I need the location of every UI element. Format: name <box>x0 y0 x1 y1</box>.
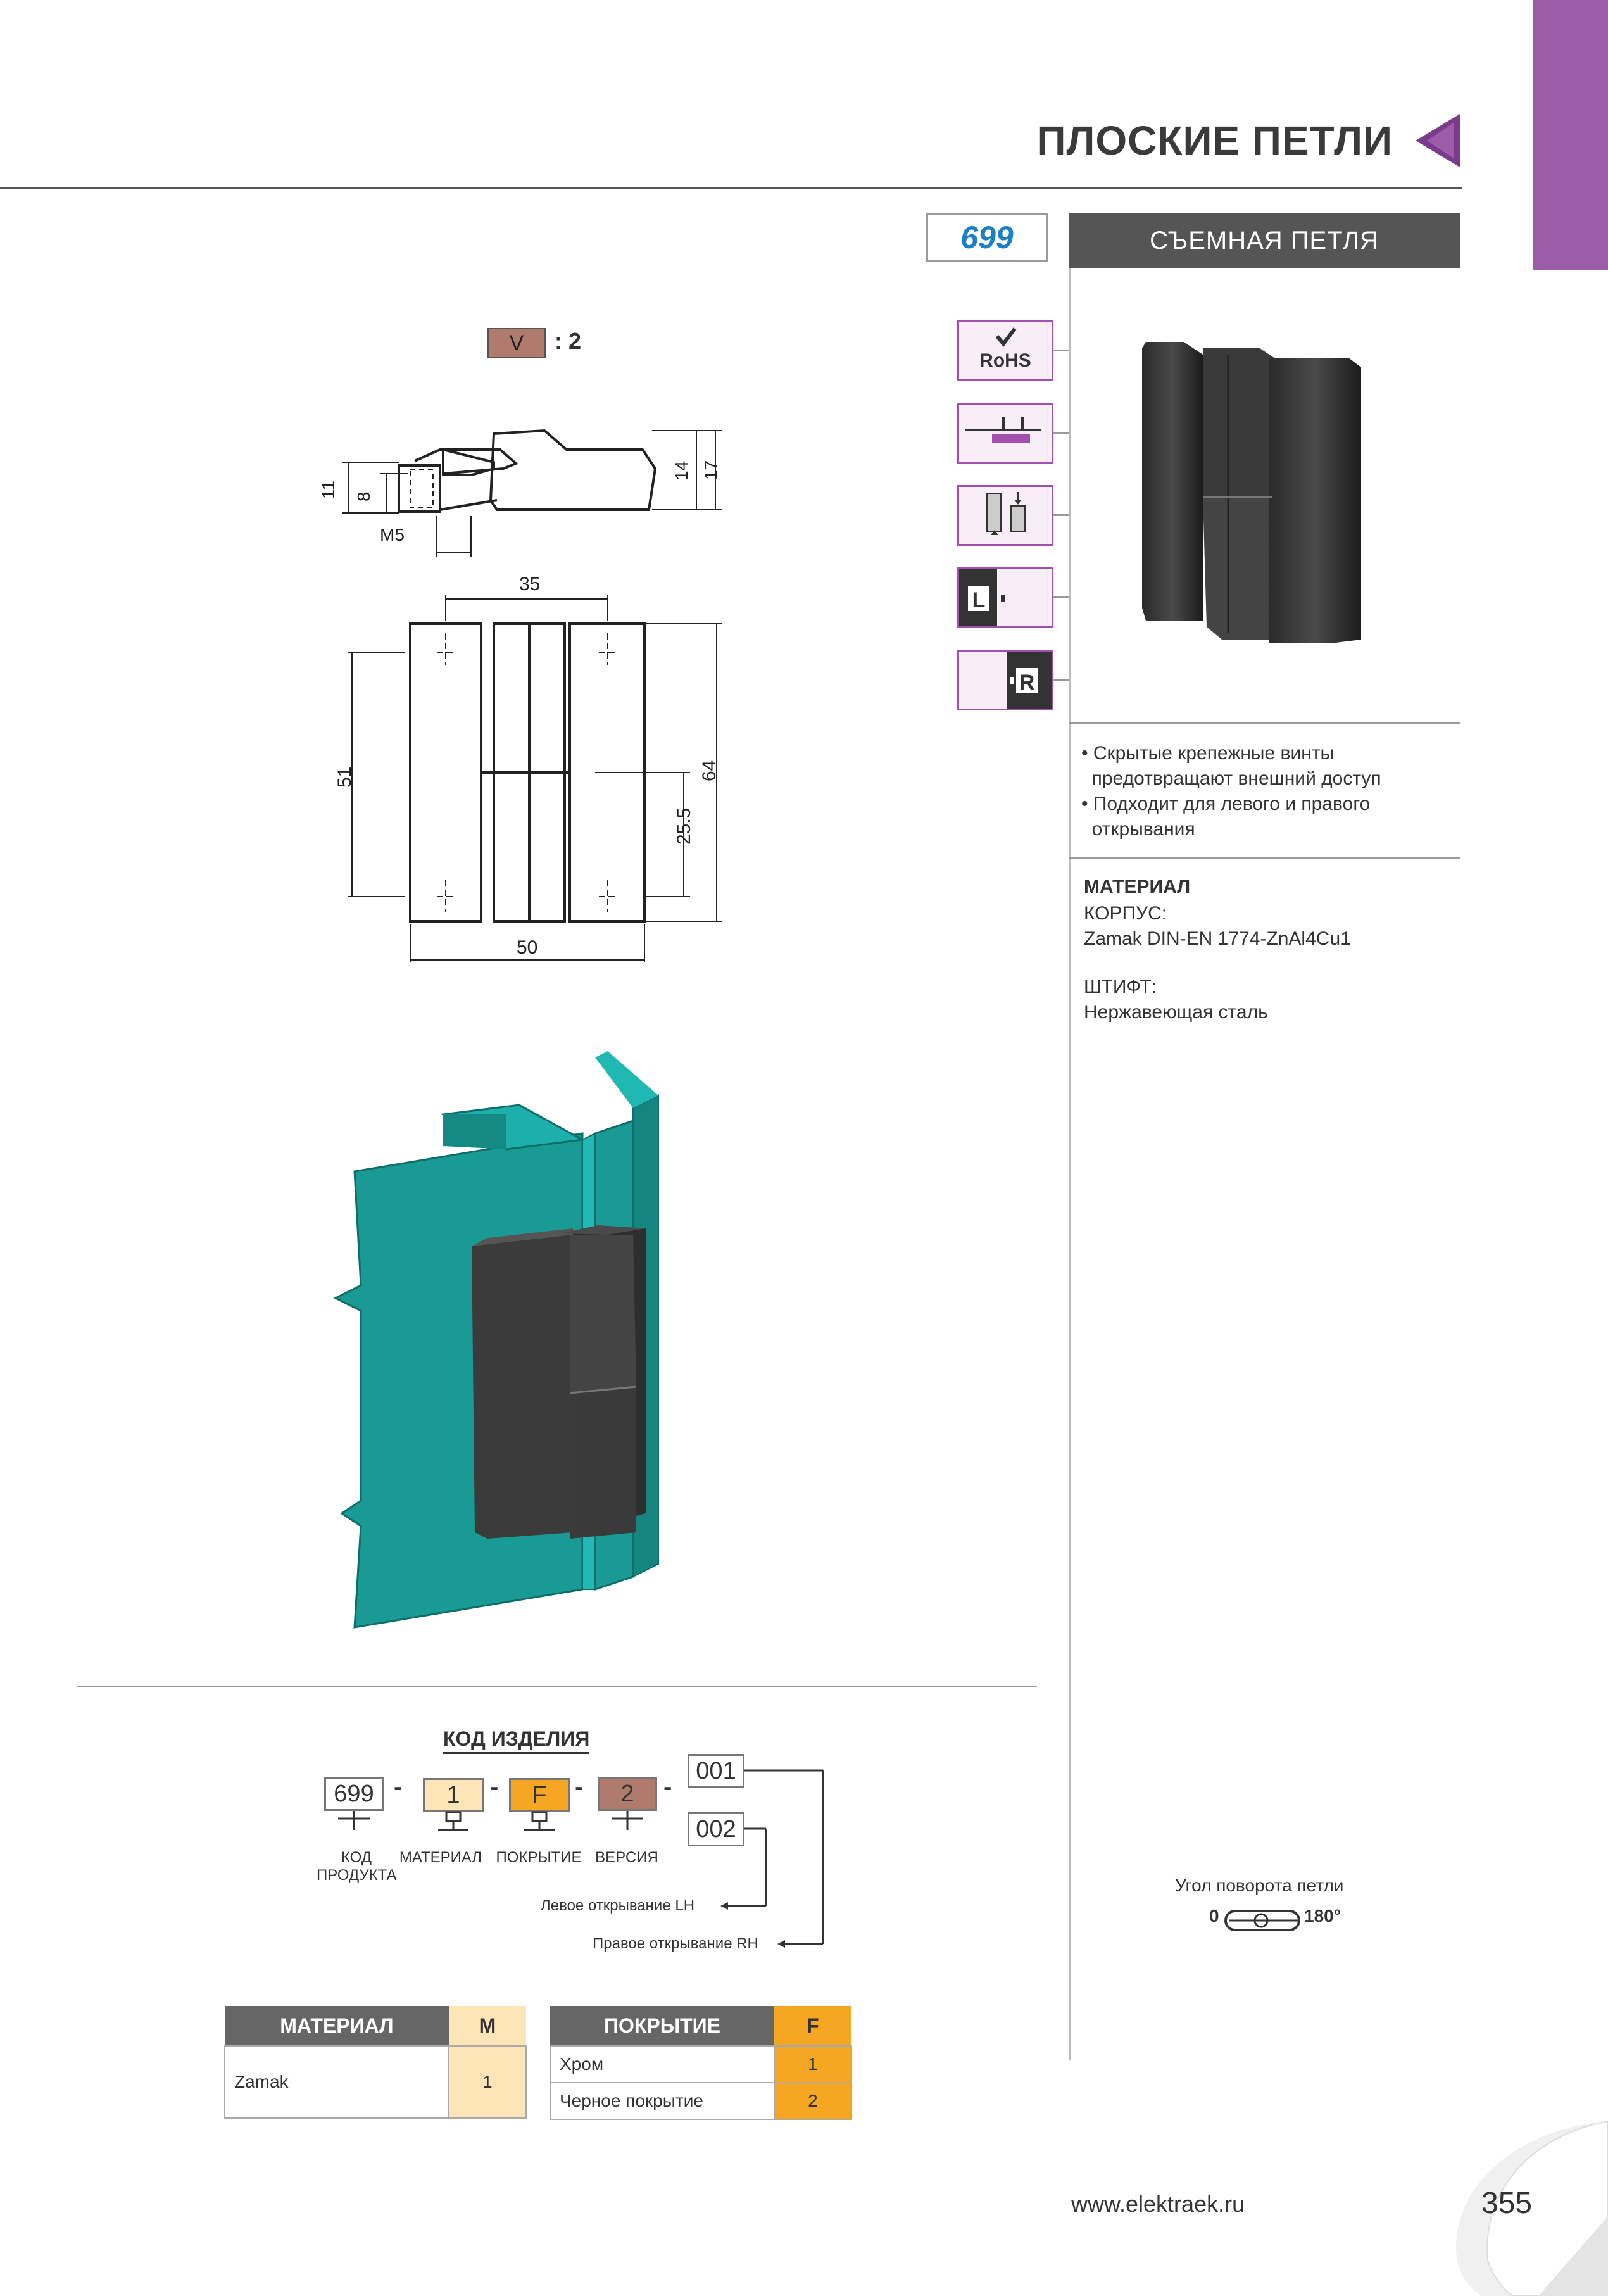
icon-connector <box>1053 350 1069 351</box>
icon-connector <box>1053 432 1069 434</box>
material-table-code-header: M <box>449 2006 526 2046</box>
title-divider <box>0 187 1462 189</box>
page-number: 355 <box>1481 2186 1533 2220</box>
material-heading: МАТЕРИАЛ <box>1084 876 1191 897</box>
body-material: Zamak DIN-EN 1774-ZnAl4Cu1 <box>1084 928 1351 949</box>
section-title: ПЛОСКИЕ ПЕТЛИ <box>1036 118 1393 163</box>
code-separator: - <box>575 1773 584 1801</box>
material-table-header: МАТЕРИАЛ <box>225 2006 449 2046</box>
triangle-marker-icon <box>1416 114 1460 167</box>
column-divider <box>1069 268 1071 2060</box>
code-box-lh: 001 <box>688 1754 744 1788</box>
product-photo <box>1133 329 1380 646</box>
footer-url[interactable]: www.elektraek.ru <box>1071 2191 1245 2217</box>
features-bottom-rule <box>1069 857 1460 859</box>
label-material: МАТЕРИАЛ <box>399 1849 482 1866</box>
feature-line: открывания <box>1081 819 1195 840</box>
product-code-title: КОД ИЗДЕЛИЯ <box>443 1727 589 1754</box>
code-separator: - <box>394 1773 403 1801</box>
svg-text:RoHS: RoHS <box>979 350 1031 371</box>
assembly-illustration <box>317 1045 728 1634</box>
svg-text:17: 17 <box>701 460 720 480</box>
label-coating: ПОКРЫТИЕ <box>496 1849 582 1866</box>
svg-text:25.5: 25.5 <box>674 807 694 845</box>
version-tag: V <box>487 328 546 358</box>
feature-line: • Подходит для левого и правого <box>1081 793 1371 814</box>
coating-table-header: ПОКРЫТИЕ <box>550 2006 774 2046</box>
code-box-product: 699 <box>324 1777 384 1811</box>
code-box-rh: 002 <box>688 1812 744 1846</box>
svg-text:L: L <box>972 588 986 612</box>
features-top-rule <box>1069 722 1460 724</box>
version-value: : 2 <box>555 328 582 354</box>
rotation-angle-icon <box>1223 1905 1305 1936</box>
pin-label: ШТИФТ: <box>1084 976 1157 997</box>
svg-text:50: 50 <box>517 937 538 958</box>
technical-drawing <box>317 405 760 975</box>
product-code-badge: 699 <box>926 213 1048 262</box>
right-opening-label: Правое открывание RH <box>593 1935 758 1952</box>
section-color-tab <box>1533 0 1608 270</box>
svg-text:14: 14 <box>672 460 691 481</box>
section-divider <box>77 1686 1037 1687</box>
body-label: КОРПУС: <box>1084 903 1167 924</box>
code-box-version: 2 <box>598 1777 657 1811</box>
flat-mount-icon <box>957 403 1053 464</box>
code-box-material: 1 <box>423 1778 484 1812</box>
feature-line: • Скрытые крепежные винты <box>1081 743 1335 764</box>
label-product-code: КОД ПРОДУКТА <box>317 1849 397 1884</box>
coating-code: 2 <box>774 2083 851 2119</box>
coating-code: 1 <box>774 2046 851 2083</box>
left-opening-label: Левое открывание LH <box>541 1897 695 1914</box>
code-separator: - <box>663 1773 672 1801</box>
code-separator: - <box>490 1773 499 1801</box>
svg-text:35: 35 <box>519 574 541 595</box>
rotation-label: Угол поворота петли <box>1175 1876 1344 1895</box>
icon-connector <box>1053 679 1069 681</box>
icon-connector <box>1053 596 1069 598</box>
svg-text:11: 11 <box>318 480 338 499</box>
rohs-icon <box>957 320 1053 381</box>
label-version: ВЕРСИЯ <box>595 1849 658 1866</box>
pin-material: Нержавеющая сталь <box>1084 1002 1268 1023</box>
svg-text:8: 8 <box>354 491 374 501</box>
material-code: 1 <box>449 2046 526 2118</box>
rotation-to: 180° <box>1304 1906 1341 1926</box>
right-hand-icon <box>957 650 1053 710</box>
material-table <box>224 2006 527 2119</box>
rotation-from: 0 <box>1209 1906 1219 1926</box>
icon-connector <box>1053 514 1069 516</box>
coating-name: Хром <box>550 2046 774 2083</box>
left-hand-icon <box>957 567 1053 628</box>
coating-table <box>550 2006 852 2120</box>
svg-text:51: 51 <box>334 766 355 788</box>
product-name-bar: СЪЕМНАЯ ПЕТЛЯ <box>1069 213 1460 268</box>
code-box-coating: F <box>509 1778 570 1812</box>
svg-text:64: 64 <box>699 760 720 781</box>
coating-table-code-header: F <box>774 2006 851 2046</box>
material-name: Zamak <box>225 2046 449 2118</box>
removable-pin-icon <box>957 485 1053 546</box>
coating-name: Черное покрытие <box>550 2083 774 2119</box>
feature-line: предотвращают внешний доступ <box>1081 768 1381 789</box>
svg-text:R: R <box>1019 671 1035 695</box>
svg-text:M5: M5 <box>380 525 405 545</box>
